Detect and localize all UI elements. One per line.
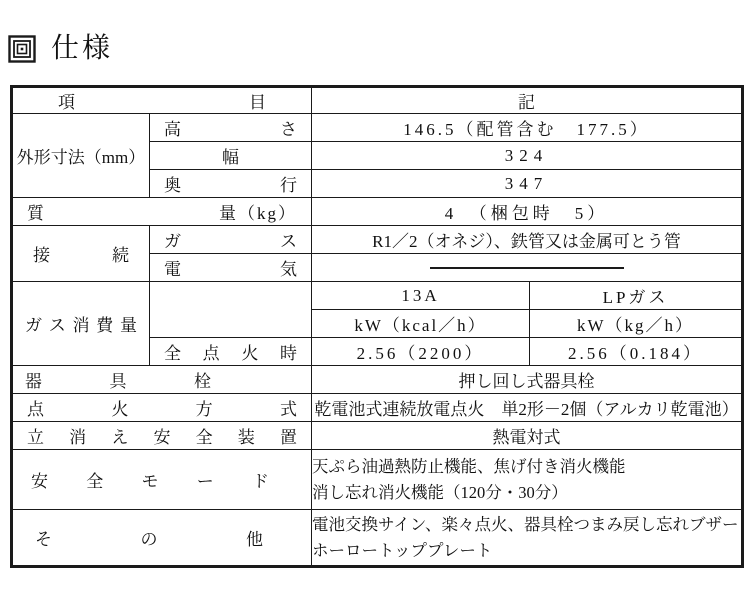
label-segment: の bbox=[140, 530, 158, 549]
label-segment: ガ bbox=[164, 232, 181, 251]
width-label bbox=[150, 143, 311, 168]
label-segment: 費 bbox=[96, 316, 114, 335]
label-segment: 高 bbox=[164, 120, 181, 139]
weight-label-cell bbox=[12, 198, 312, 226]
label-segment: 他 bbox=[246, 530, 263, 549]
dimensions-group-label: 外形寸法（mm） bbox=[16, 148, 146, 167]
others-value-line1: 電池交換サイン、楽々点火、器具栓つまみ戻し忘れブザー bbox=[312, 514, 739, 534]
table-row bbox=[12, 450, 743, 510]
label-segment: ス bbox=[48, 316, 66, 335]
table-row bbox=[12, 510, 743, 567]
connection-group-cell bbox=[12, 226, 150, 282]
safety-mode-value-line2: 消し忘れ消火機能（120分・30分） bbox=[312, 482, 568, 502]
label-segment: 器 bbox=[25, 372, 42, 391]
others-value-line2: ホーロートッププレート bbox=[312, 540, 493, 560]
label-segment: さ bbox=[280, 120, 297, 139]
header-item-cell bbox=[12, 87, 312, 114]
gas-value-cell bbox=[312, 226, 743, 254]
safety-mode-label-cell bbox=[12, 450, 312, 510]
label-segment: 安 bbox=[31, 472, 48, 491]
width-value: 324 bbox=[504, 145, 549, 165]
label-segment: 消 bbox=[72, 316, 90, 335]
flame-failure-value: 熱電対式 bbox=[492, 428, 561, 447]
height-label-cell bbox=[150, 114, 312, 142]
gas-type-lp-cell bbox=[530, 282, 743, 310]
label-segment: 置 bbox=[279, 428, 297, 447]
width-label-cell bbox=[150, 142, 312, 170]
height-value-cell bbox=[312, 114, 743, 142]
safety-mode-value-line1: 天ぷら油過熱防止機能、焦げ付き消火機能 bbox=[312, 456, 626, 476]
table-row bbox=[12, 198, 743, 226]
unit-13a-label: kW（kcal／h） bbox=[354, 316, 487, 335]
table-row bbox=[12, 282, 743, 310]
gas-consumption-group-cell bbox=[12, 282, 150, 366]
weight-label bbox=[13, 199, 311, 224]
label-segment: 消 bbox=[69, 428, 87, 447]
weight-value: 4 （梱包時 5） bbox=[444, 204, 609, 223]
label-segment: 全 bbox=[195, 428, 213, 447]
flame-failure-label bbox=[13, 423, 311, 448]
unit-13a-cell bbox=[312, 310, 530, 338]
label-segment: 火 bbox=[111, 400, 129, 419]
section-title bbox=[8, 34, 113, 64]
table-row bbox=[12, 366, 743, 394]
ignition-label bbox=[13, 395, 311, 420]
label-segment: 装 bbox=[237, 428, 255, 447]
label-segment: 具 bbox=[109, 372, 127, 391]
label-segment: 奥 bbox=[164, 176, 181, 195]
label-segment: 全 bbox=[86, 472, 104, 491]
page-title: 仕様 bbox=[51, 33, 114, 64]
label-segment: 行 bbox=[280, 176, 297, 195]
label-segment: 幅 bbox=[222, 148, 239, 167]
label-segment: 量（kg） bbox=[219, 204, 297, 223]
depth-value-cell bbox=[312, 170, 743, 198]
connection-group-label bbox=[13, 241, 149, 266]
label-segment: ー bbox=[196, 472, 214, 491]
label-segment: 立 bbox=[27, 428, 44, 447]
label-segment: 栓 bbox=[194, 372, 211, 391]
flame-failure-value-cell bbox=[312, 422, 743, 450]
label-segment: 全 bbox=[164, 344, 181, 363]
gas-consumption-empty-cell bbox=[150, 282, 312, 338]
valve-label-cell bbox=[12, 366, 312, 394]
safety-mode-value-cell bbox=[312, 450, 743, 510]
gas-label bbox=[150, 227, 311, 252]
table-row bbox=[12, 226, 743, 254]
full-ignition-label-cell bbox=[150, 338, 312, 366]
weight-value-cell bbox=[312, 198, 743, 226]
valve-label bbox=[13, 367, 311, 392]
label-segment: 電 bbox=[164, 260, 181, 279]
gas-type-lp-label: LPガス bbox=[602, 288, 669, 307]
header-record-cell bbox=[312, 87, 743, 114]
height-value: 146.5（配管含む 177.5） bbox=[403, 120, 650, 139]
full-ignition-label bbox=[150, 339, 311, 364]
flame-failure-label-cell bbox=[12, 422, 312, 450]
table-row bbox=[12, 394, 743, 422]
label-segment: ド bbox=[252, 472, 269, 491]
dimensions-group-cell bbox=[12, 114, 150, 198]
label-segment: 項 bbox=[58, 93, 75, 112]
valve-value-cell bbox=[312, 366, 743, 394]
full-ignition-13a-value-cell bbox=[312, 338, 530, 366]
valve-value: 押し回し式器具栓 bbox=[458, 372, 595, 391]
label-segment: 時 bbox=[279, 344, 297, 363]
label-segment: 方 bbox=[195, 400, 213, 419]
label-segment: 気 bbox=[280, 260, 297, 279]
width-value-cell bbox=[312, 142, 743, 170]
label-segment: ス bbox=[280, 232, 297, 251]
header-item-label bbox=[13, 88, 311, 113]
electric-value-cell bbox=[312, 254, 743, 282]
table-row bbox=[12, 114, 743, 142]
full-ignition-lp-value-cell bbox=[530, 338, 743, 366]
label-segment: ガ bbox=[25, 316, 42, 335]
label-segment: そ bbox=[35, 530, 52, 549]
table-row bbox=[12, 87, 743, 114]
spec-table bbox=[10, 85, 744, 568]
unit-lp-label: kW（kg／h） bbox=[576, 316, 695, 335]
height-label bbox=[150, 115, 311, 140]
label-segment: 続 bbox=[112, 246, 129, 265]
label-segment: 量 bbox=[120, 316, 137, 335]
label-segment: え bbox=[111, 428, 129, 447]
label-segment: 質 bbox=[27, 204, 46, 223]
full-ignition-lp-value: 2.56（0.184） bbox=[568, 344, 703, 363]
others-label bbox=[13, 525, 311, 550]
ignition-label-cell bbox=[12, 394, 312, 422]
label-segment: 火 bbox=[241, 344, 259, 363]
depth-value: 347 bbox=[504, 173, 549, 193]
label-segment: 接 bbox=[33, 246, 50, 265]
gas-consumption-group-label bbox=[13, 311, 149, 336]
gas-label-cell bbox=[150, 226, 312, 254]
label-segment: 安 bbox=[153, 428, 171, 447]
electric-label bbox=[150, 255, 311, 280]
label-segment: 式 bbox=[279, 400, 297, 419]
label-segment: 点 bbox=[202, 344, 220, 363]
unit-lp-cell bbox=[530, 310, 743, 338]
label-segment: モ bbox=[141, 472, 159, 491]
gas-type-13a-label: 13A bbox=[401, 285, 440, 305]
electric-label-cell bbox=[150, 254, 312, 282]
others-value-cell bbox=[312, 510, 743, 567]
depth-label bbox=[150, 171, 311, 196]
label-segment: 目 bbox=[249, 93, 266, 112]
ignition-value-cell bbox=[312, 394, 743, 422]
depth-label-cell bbox=[150, 170, 312, 198]
gas-value: R1／2（オネジ）、鉄管又は金属可とう管 bbox=[372, 232, 681, 251]
gas-type-13a-cell bbox=[312, 282, 530, 310]
ignition-value: 乾電池式連続放電点火 単2形－2個（アルカリ乾電池） bbox=[314, 400, 739, 419]
others-label-cell bbox=[12, 510, 312, 567]
full-ignition-13a-value: 2.56（2200） bbox=[356, 344, 485, 363]
electric-none-line bbox=[430, 267, 624, 269]
table-row bbox=[12, 422, 743, 450]
concentric-squares-icon bbox=[8, 35, 36, 63]
label-segment: 点 bbox=[27, 400, 44, 419]
safety-mode-label bbox=[13, 467, 311, 492]
header-record-label: 記 bbox=[518, 93, 535, 112]
